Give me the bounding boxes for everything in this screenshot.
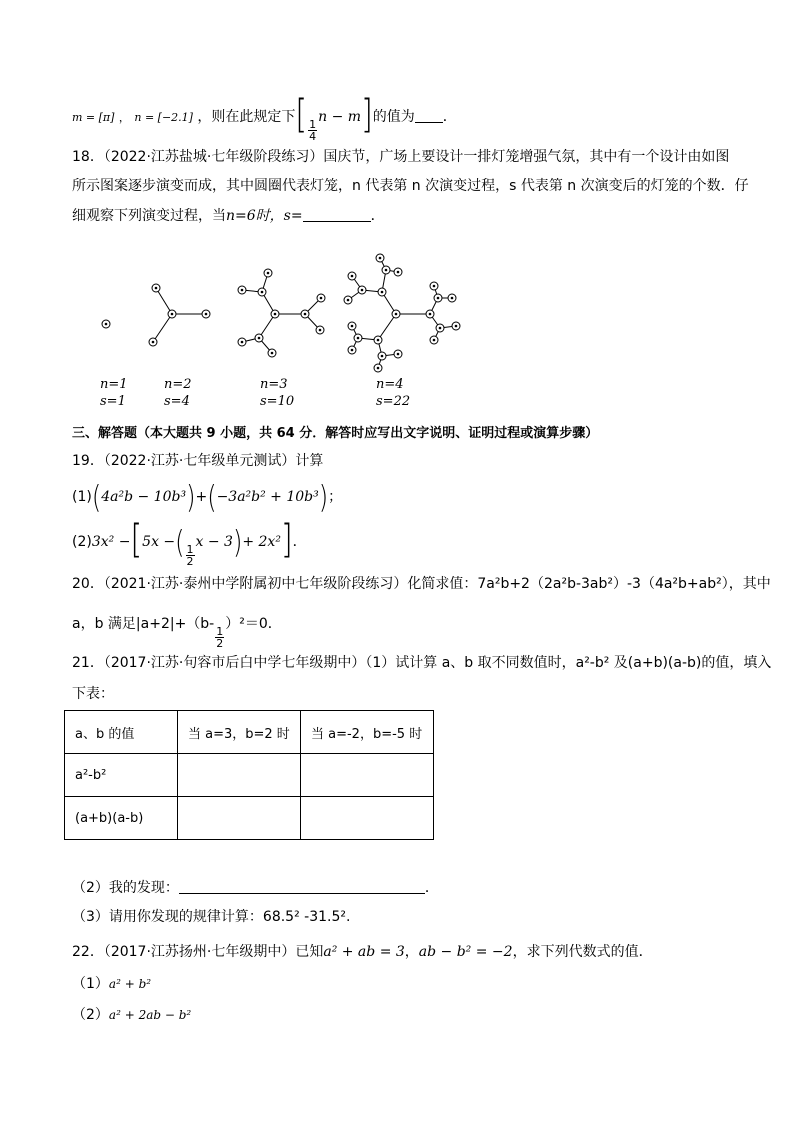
q19-part-2: (2)3x² −[5x −( $\frac{1}{2}$ x − 3)+ 2x²]． [72,517,307,568]
q21-part-3: （3）请用你发现的规律计算：68.5² -31.5². [72,909,351,925]
q21-part-2: （2）我的发现： ． [72,880,439,896]
q22-part-1: （1）a² + b² [72,976,152,992]
q17-answer-line: m = [π] ， n = [−2.1] ，则在此规定下[ $\frac{1}{4}$ n − m]的值为 ． [72,92,457,143]
q20-line-1: 20．（2021·江苏·泰州中学附属初中七年级阶段练习）化简求值：7a²b+2（2a²b-3ab²）-3（4a²b+ab²），其中 [72,576,771,592]
q21-table [64,710,434,840]
q17-answer-blank[interactable] [415,108,443,123]
q21-discovery-blank[interactable] [179,879,425,894]
table-row [65,797,434,840]
q19-part-1: (1)(4a²b − 10b³)+(−3a²b² + 10b³)； [72,478,343,516]
q19-title: 19．（2022·江苏·七年级单元测试）计算 [72,453,324,469]
table-answer-cell[interactable] [178,797,301,840]
table-row [65,754,434,797]
table-header-cell: 当 a=-2，b=-5 时 [301,711,434,754]
fig-label-n4: n=4 [376,377,404,392]
table-header-cell: 当 a=3，b=2 时 [178,711,301,754]
q21-line-2: 下表： [72,686,114,702]
fig-label-n1: n=1 [100,377,128,392]
q17-fraction: $\frac{1}{4}$ [309,118,317,143]
q21-line-1: 21．（2017·江苏·句容市后白中学七年级期中）（1）试计算 a、b 取不同数值时，a²-b² 及(a+b)(a-b)的值，填入 [72,655,772,671]
fig-label-s2: s=4 [164,394,190,409]
q19-p1-expr-b: −3a²b² + 10b³ [216,489,319,505]
q18-lantern-figure [0,250,794,380]
fig-label-n3: n=3 [260,377,288,392]
q18-line-3: 细观察下列演变过程，当n=6时，s= ． [72,208,385,224]
fig-label-s1: s=1 [100,394,126,409]
q18-answer-blank[interactable] [303,207,371,222]
table-header-cell: a、b 的值 [65,711,178,754]
section-heading: 三、解答题（本大题共 9 小题，共 64 分．解答时应写出文字说明、证明过程或演算步骤） [72,426,599,441]
q18-line-2: 所示图案逐步演变而成，其中圆圈代表灯笼，n 代表第 n 次演变过程，s 代表第 n 次演变后的灯笼的个数．仔 [72,178,749,194]
table-answer-cell[interactable] [301,797,434,840]
table-answer-cell[interactable] [301,754,434,797]
q17-text-b: 的值为 [372,109,415,125]
q18-line-1: 18．（2022·江苏盐城·七年级阶段练习）国庆节，广场上要设计一排灯笼增强气氛，其中有一个设计由如图 [72,149,730,165]
table-answer-cell[interactable] [178,754,301,797]
table-row-label: (a+b)(a-b) [65,797,178,840]
q20-line-2: a，b 满足|a+2|+（b- $\frac{1}{2}$ ）²＝0． [72,616,282,650]
table-header-row [65,711,434,754]
q19-p1-expr-a: 4a²b − 10b³ [101,489,187,505]
q17-m-definition: m = [π] [72,111,115,124]
fig-label-n2: n=2 [164,377,192,392]
q17-text-a: ，则在此规定下 [197,109,296,125]
q17-n-definition: n = [−2.1] [134,111,193,124]
table-row-label: a²-b² [65,754,178,797]
q17-inner-expression: n − m [318,109,362,125]
fig-label-s3: s=10 [260,394,295,409]
q22-part-2: （2）a² + 2ab − b² [72,1007,192,1023]
q22-line-1: 22．（2017·江苏扬州·七年级期中）已知a² + ab = 3，ab − b² = −2，求下列代数式的值． [72,944,653,960]
fig-label-s4: s=22 [376,394,411,409]
